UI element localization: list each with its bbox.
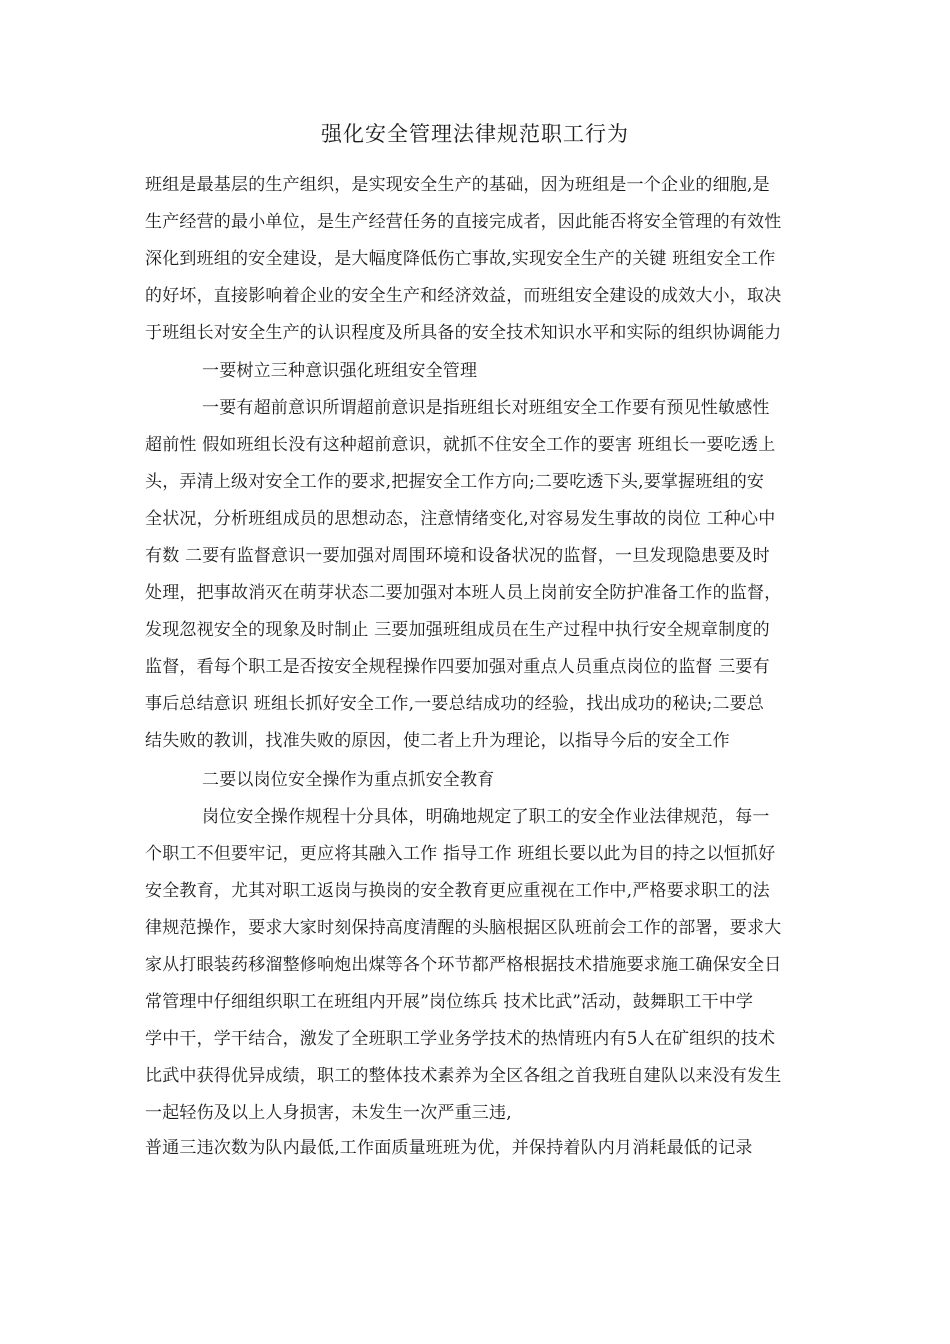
paragraph-2-line-9: 事后总结意识 班组长抓好安全工作,一要总结成功的经验，找出成功的秘诀;二要总 [145,694,765,714]
section-heading-2: 二要以岗位安全操作为重点抓安全教育 [202,770,495,790]
paragraph-2-line-2: 超前性 假如班组长没有这种超前意识，就抓不住安全工作的要害 班组长一要吃透上 [145,435,776,455]
paragraph-1-line-3: 深化到班组的安全建设，是大幅度降低伤亡事故,实现安全生产的关键 班组安全工作 [145,249,776,269]
paragraph-2-line-5: 有数 二要有监督意识一要加强对周围环境和设备状况的监督，一旦发现隐患要及时 [145,546,770,566]
paragraph-3-line-5: 家从打眼装药移溜整修响炮出煤等各个环节都严格根据技术措施要求施工确保安全日 [145,955,782,975]
paragraph-3-line-1: 岗位安全操作规程十分具体，明确地规定了职工的安全作业法律规范，每一 [202,807,770,827]
paragraph-3-line-2: 个职工不但要牢记，更应将其融入工作 指导工作 班组长要以此为目的持之以恒抓好 [145,844,776,864]
paragraph-1-line-5: 于班组长对安全生产的认识程度及所具备的安全技术知识水平和实际的组织协调能力 [145,323,782,343]
paragraph-2-line-8: 监督，看每个职工是否按安全规程操作四要加强对重点人员重点岗位的监督 三要有 [145,657,770,677]
paragraph-3-line-6: 常管理中仔细组织职工在班组内开展”岗位练兵 技术比武”活动，鼓舞职工干中学 [145,992,754,1012]
paragraph-3-line-4: 律规范操作，要求大家时刻保持高度清醒的头脑根据区队班前会工作的部署，要求大 [145,918,782,938]
paragraph-2-line-7: 发现忽视安全的现象及时制止 三要加强班组成员在生产过程中执行安全规章制度的 [145,620,770,640]
paragraph-2-line-3: 头，弄清上级对安全工作的要求,把握安全工作方向;二要吃透下头,要掌握班组的安 [145,472,765,492]
paragraph-2-line-4: 全状况，分析班组成员的思想动态，注意情绪变化,对容易发生事故的岗位 工种心中 [145,509,776,529]
paragraph-1-line-4: 的好坏，直接影响着企业的安全生产和经济效益，而班组安全建设的成效大小，取决 [145,286,782,306]
section-heading-1: 一要树立三种意识强化班组安全管理 [202,361,478,381]
paragraph-3-line-7: 学中干，学干结合，激发了全班职工学业务学技术的热情班内有5人在矿组织的技术 [145,1029,776,1049]
paragraph-3-line-9: 一起轻伤及以上人身损害，未发生一次严重三违, [145,1103,512,1123]
document-title: 强化安全管理法律规范职工行为 [321,122,629,146]
paragraph-2-line-10: 结失败的教训，找准失败的原因，使二者上升为理论，以指导今后的安全工作 [145,731,730,751]
paragraph-3-line-3: 安全教育，尤其对职工返岗与换岗的安全教育更应重视在工作中,严格要求职工的法 [145,881,770,901]
paragraph-2-line-1: 一要有超前意识所谓超前意识是指班组长对班组安全工作要有预见性敏感性 [202,398,770,418]
paragraph-2-line-6: 处理，把事故消灭在萌芽状态二要加强对本班人员上岗前安全防护准备工作的监督， [145,583,782,603]
paragraph-1-line-1: 班组是最基层的生产组织，是实现安全生产的基础，因为班组是一个企业的细胞,是 [145,175,770,195]
paragraph-3-line-10: 普通三违次数为队内最低,工作面质量班班为优，并保持着队内月消耗最低的记录 [145,1138,753,1158]
paragraph-3-line-8: 比武中获得优异成绩，职工的整体技术素养为全区各组之首我班自建队以来没有发生 [145,1066,782,1086]
paragraph-1-line-2: 生产经营的最小单位，是生产经营任务的直接完成者，因此能否将安全管理的有效性 [145,212,782,232]
